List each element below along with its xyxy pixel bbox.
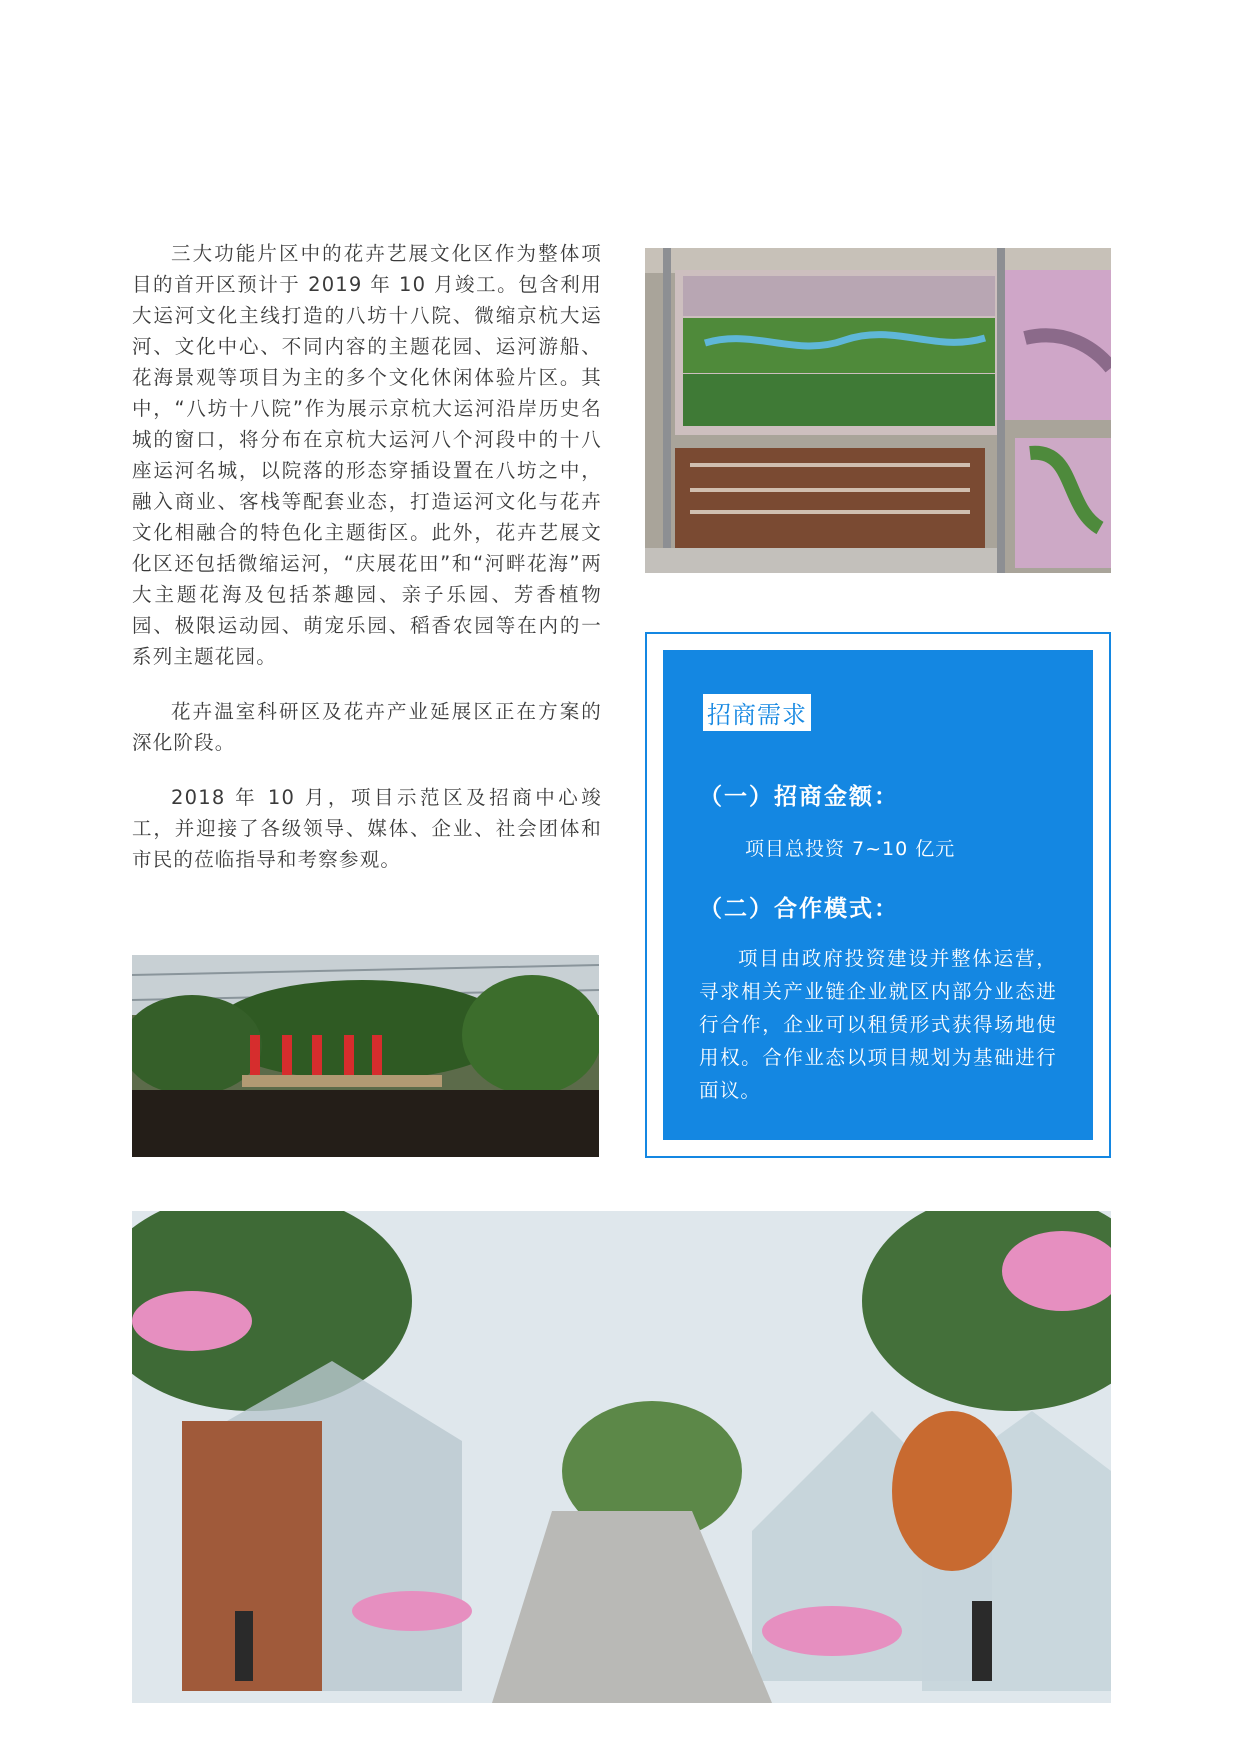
performance-photo — [132, 955, 599, 1157]
investment-needs-title: 招商需求 — [703, 694, 811, 731]
investment-needs-panel — [663, 650, 1093, 1140]
paragraph-completion: 2018 年 10 月，项目示范区及招商中心竣工，并迎接了各级领导、媒体、企业、社会团体和市民的莅临指导和考察参观。 — [132, 786, 602, 871]
paragraph-exhibition-area: 三大功能片区中的花卉艺展文化区作为整体项目的首开区预计于 2019 年 10 月竣工。包含利用大运河文化主线打造的八坊十八院、微缩京杭大运河、文化中心、不同内容的主题花园、运河游船、花海景观等项目为主的多个文化休闲体验片区。其中，“八坊十八院”作为展示京杭大运河沿岸历史名城的窗口，将分布在京杭大运河八个河段中的十八座运河名城，以院落的形态穿插设置在八坊之中，融入商业、客栈等配套业态，打造运河文化与花卉文化相融合的特色化主题街区。此外，花卉艺展文化区还包括微缩运河，“庆展花田”和“河畔花海”两大主题花海及包括茶趣园、亲子乐园、芳香植物园、极限运动园、萌宠乐园、稻香农园等在内的一系列主题花园。 — [132, 242, 602, 668]
greenhouse-rendering-image — [132, 1211, 1111, 1703]
site-plan-image — [645, 248, 1111, 573]
investment-needs-box — [645, 632, 1111, 1158]
body-text-column — [132, 238, 602, 899]
investment-amount-heading: （一）招商金额： — [699, 784, 899, 810]
investment-amount-text: 项目总投资 7~10 亿元 — [745, 838, 956, 860]
paragraph-research-area: 花卉温室科研区及花卉产业延展区正在方案的深化阶段。 — [132, 700, 602, 754]
cooperation-mode-heading: （二）合作模式： — [699, 896, 899, 922]
cooperation-mode-text: 项目由政府投资建设并整体运营，寻求相关产业链企业就区内部分业态进行合作，企业可以租赁形式获得场地使用权。合作业态以项目规划为基础进行面议。 — [699, 947, 1057, 1102]
